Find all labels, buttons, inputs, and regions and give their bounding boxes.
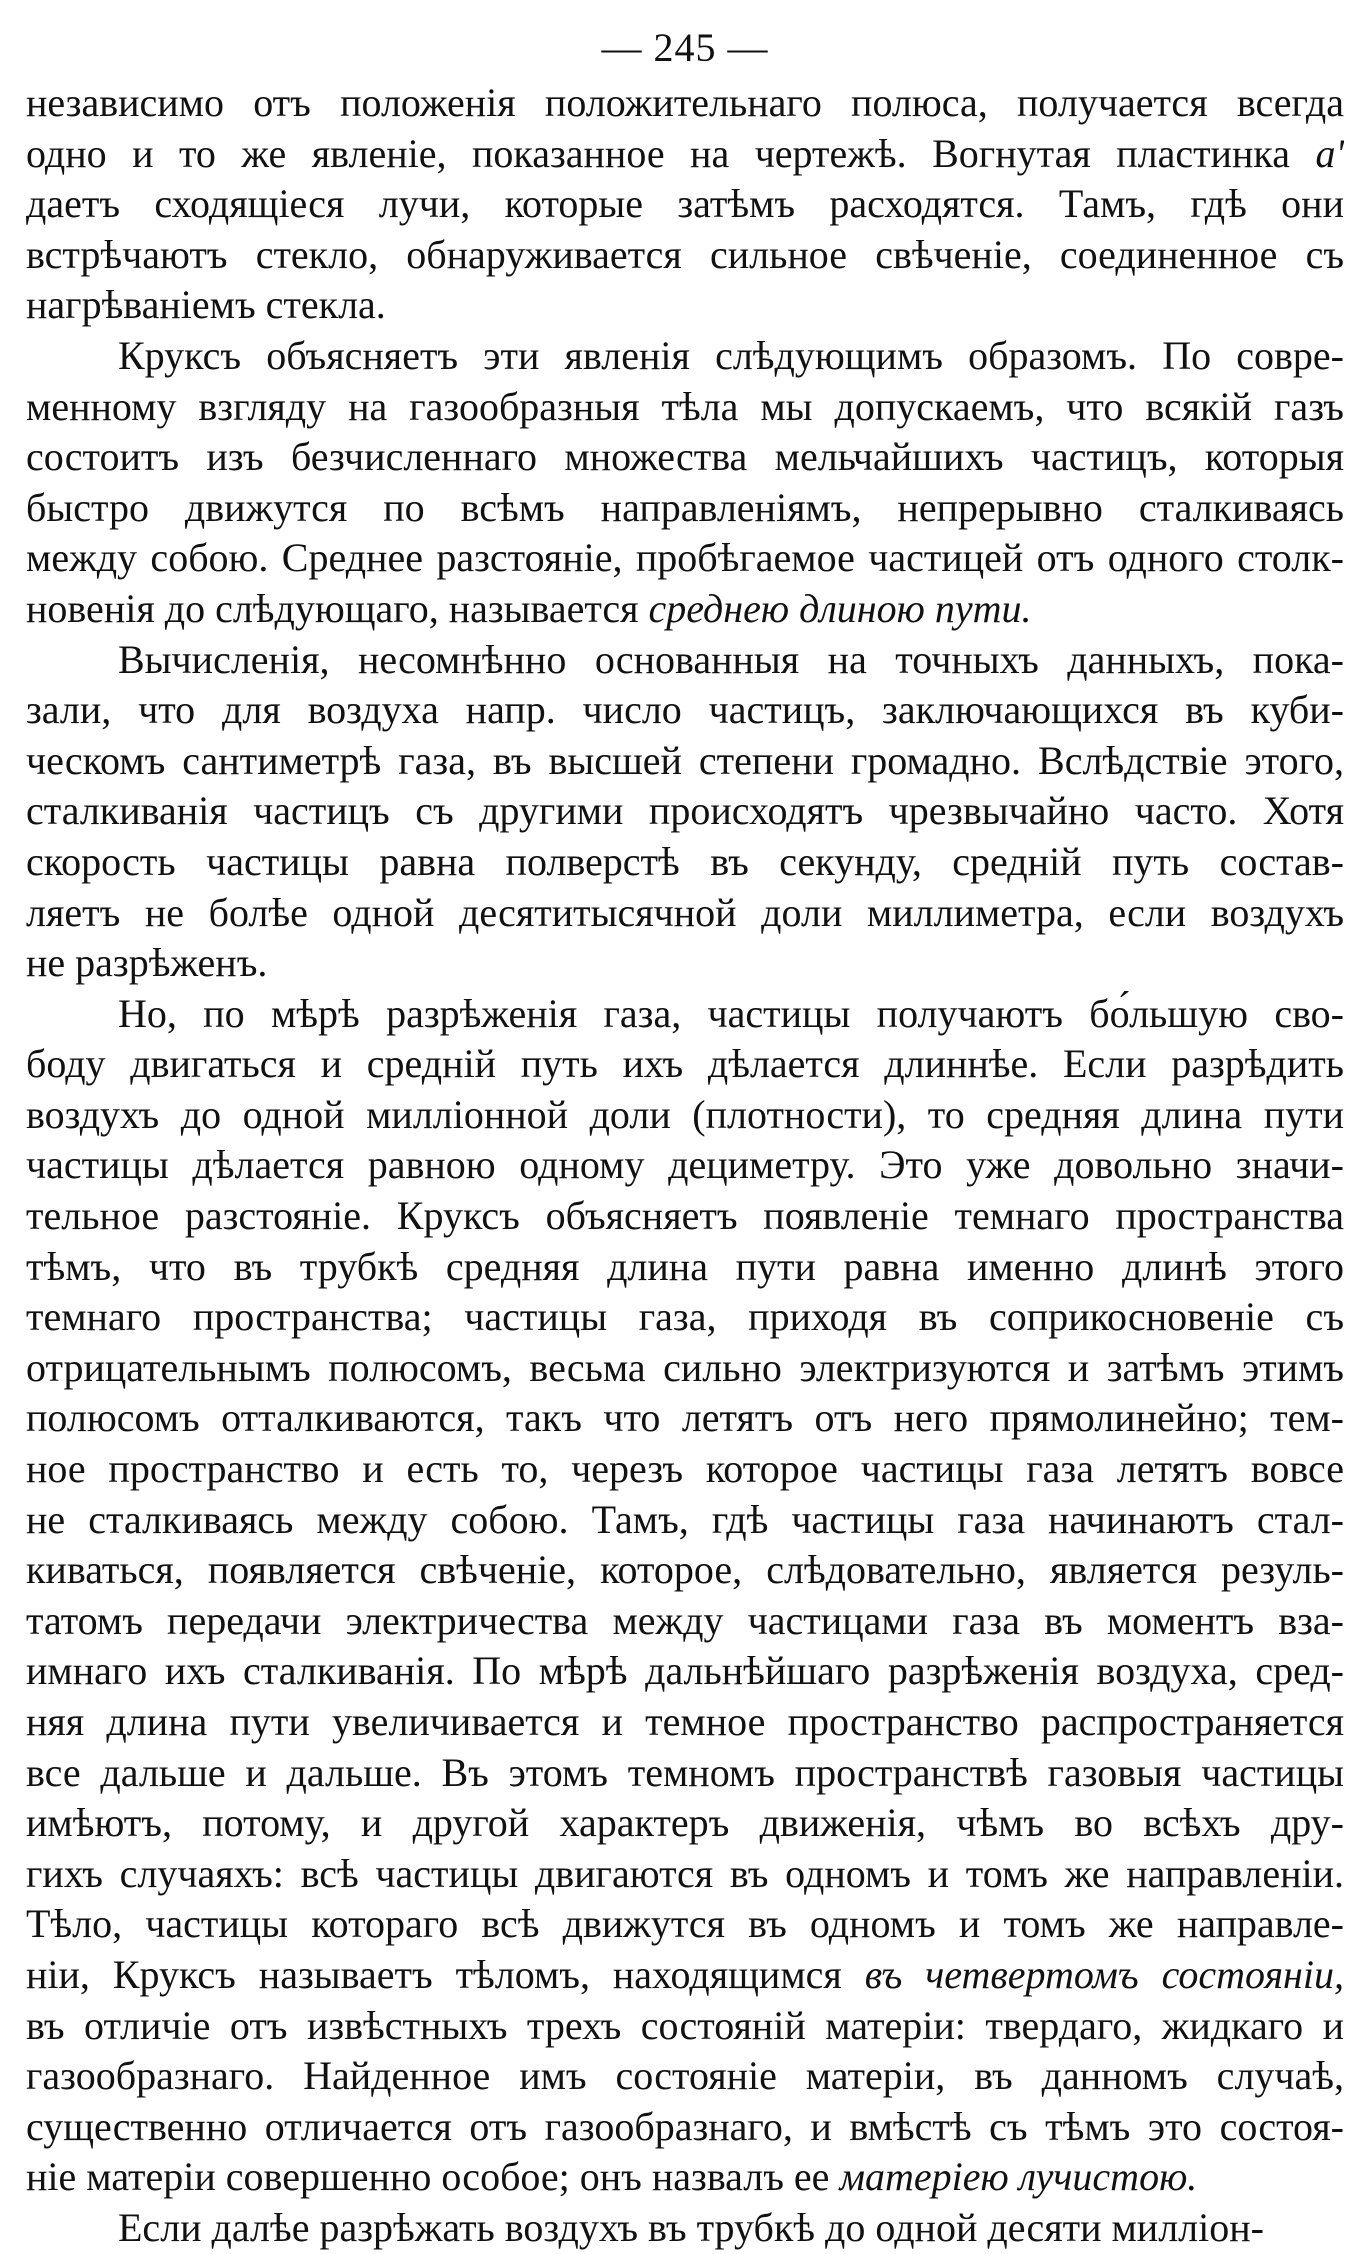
text-run: Тѣло, частицы котораго всѣ движутся въ одномъ и томъ же направле-	[26, 1901, 1344, 1947]
italic-run: въ четвертомъ состояніи,	[864, 1951, 1344, 1997]
italic-run: а'	[1315, 130, 1344, 176]
text-run: зали, что для воздуха напр. число частицъ, заключающихся въ куби-	[26, 687, 1344, 733]
text-run: скорость частицы равна полверстѣ въ секунду, средній путь состав-	[26, 838, 1344, 884]
text-line	[26, 584, 1344, 635]
text-line	[26, 1748, 1344, 1799]
text-run: независимо отъ положенія положительнаго полюса, получается всегда	[26, 80, 1344, 125]
text-run: въ отличіе отъ извѣстныхъ трехъ состояній матеріи: твердаго, жидкаго и	[26, 2002, 1344, 2048]
text-run: нагрѣваніемъ стекла.	[26, 282, 386, 328]
text-line	[26, 989, 1344, 1040]
paragraph	[26, 989, 1344, 2203]
text-line	[26, 2051, 1344, 2102]
text-line	[26, 129, 1344, 180]
body-text	[26, 78, 1344, 2254]
text-run: ніе матеріи совершенно особое; онъ назвалъ ее	[26, 2154, 840, 2200]
text-line	[26, 179, 1344, 230]
text-line	[26, 280, 1344, 331]
text-run: няя длина пути увеличивается и темное пространство распространяется	[26, 1699, 1344, 1744]
text-line	[26, 1444, 1344, 1495]
text-line	[26, 2203, 1344, 2254]
italic-run: матеріею лучистою.	[839, 2154, 1198, 2200]
text-run: состоитъ изъ безчисленнаго множества мельчайшихъ частицъ, которыя	[26, 434, 1344, 480]
text-line	[26, 382, 1344, 433]
text-line	[26, 1039, 1344, 1090]
text-run: полюсомъ отталкиваются, такъ что летятъ отъ него прямолинейно; тем-	[26, 1395, 1344, 1441]
text-line	[26, 1899, 1344, 1950]
text-run: тельное разстояніе. Круксъ объясняетъ появленіе темнаго пространства	[26, 1193, 1344, 1239]
text-line	[26, 1140, 1344, 1191]
text-run: воздухъ до одной милліонной доли (плотности), то средняя длина пути	[26, 1091, 1344, 1137]
text-line	[26, 685, 1344, 736]
text-run: менному взгляду на газообразныя тѣла мы допускаемъ, что всякій газъ	[26, 383, 1344, 429]
text-run: быстро движутся по всѣмъ направленіямъ, непрерывно сталкиваясь	[26, 484, 1344, 530]
text-line	[26, 635, 1344, 686]
text-line	[26, 837, 1344, 888]
text-line	[26, 1697, 1344, 1748]
text-line	[26, 1495, 1344, 1546]
italic-run: среднею длиною пути.	[648, 585, 1032, 631]
text-line	[26, 1242, 1344, 1293]
text-run: сталкиванія частицъ съ другими происходятъ чрезвычайно часто. Хотя	[26, 788, 1344, 834]
text-line	[26, 1191, 1344, 1242]
text-run: ческомъ сантиметрѣ газа, въ высшей степени громадно. Вслѣдствіе этого,	[26, 737, 1344, 783]
text-run: тѣмъ, что въ трубкѣ средняя длина пути равна именно длинѣ этого	[26, 1243, 1344, 1289]
text-run: темнаго пространства; частицы газа, приходя въ соприкосновеніе съ	[26, 1294, 1344, 1340]
text-run: новенія до слѣдующаго, называется	[26, 585, 649, 631]
text-line	[26, 1646, 1344, 1697]
text-run: имѣютъ, потому, и другой характеръ движенія, чѣмъ во всѣхъ дру-	[26, 1800, 1344, 1846]
text-run: ное пространство и есть то, черезъ которое частицы газа летятъ вовсе	[26, 1446, 1344, 1492]
text-run: Но, по мѣрѣ разрѣженія газа, частицы получаютъ бо́льшую сво-	[118, 990, 1344, 1036]
text-run: между собою. Среднее разстояніе, пробѣгаемое частицей отъ одного столк-	[26, 535, 1344, 581]
text-line	[26, 483, 1344, 534]
text-run: татомъ передачи электричества между частицами газа въ моментъ вза-	[26, 1597, 1344, 1643]
text-line	[26, 888, 1344, 939]
text-run: существенно отличается отъ газообразнаго, и вмѣстѣ съ тѣмъ это состоя-	[26, 2103, 1344, 2149]
text-line	[26, 230, 1344, 281]
text-line	[26, 1292, 1344, 1343]
paragraph	[26, 635, 1344, 989]
text-run: отрицательнымъ полюсомъ, весьма сильно электризуются и затѣмъ этимъ	[26, 1344, 1344, 1390]
text-run: имнаго ихъ сталкиванія. По мѣрѣ дальнѣйшаго разрѣженія воздуха, сред-	[26, 1648, 1344, 1694]
text-run: встрѣчаютъ стекло, обнаруживается сильное свѣченіе, соединенное съ	[26, 231, 1344, 277]
paragraph	[26, 2203, 1344, 2254]
text-run: гихъ случаяхъ: всѣ частицы двигаются въ одномъ и томъ же направленіи.	[26, 1850, 1344, 1896]
text-run: Круксъ объясняетъ эти явленія слѣдующимъ образомъ. По совре-	[118, 332, 1344, 378]
text-run: не разрѣженъ.	[26, 940, 268, 986]
text-line	[26, 1950, 1344, 2001]
text-run: частицы дѣлается равною одному дециметру. Это уже довольно значи-	[26, 1142, 1344, 1188]
text-line	[26, 1798, 1344, 1849]
text-line	[26, 786, 1344, 837]
text-line	[26, 1596, 1344, 1647]
text-line	[26, 331, 1344, 382]
text-run: киваться, появляется свѣченіе, которое, слѣдовательно, является резуль-	[26, 1547, 1344, 1593]
text-line	[26, 78, 1344, 129]
text-line	[26, 938, 1344, 989]
paragraph	[26, 78, 1344, 331]
text-line	[26, 1343, 1344, 1394]
text-line	[26, 736, 1344, 787]
text-run: все дальше и дальше. Въ этомъ темномъ пространствѣ газовыя частицы	[26, 1749, 1344, 1795]
text-run: одно и то же явленіе, показанное на чертежѣ. Вогнутая пластинка	[26, 130, 1316, 176]
text-line	[26, 1849, 1344, 1900]
paragraph	[26, 331, 1344, 635]
text-line	[26, 2001, 1344, 2052]
text-line	[26, 1393, 1344, 1444]
text-run: ляетъ не болѣе одной десятитысячной доли миллиметра, если воздухъ	[26, 889, 1344, 935]
text-run: Если далѣе разрѣжать воздухъ въ трубкѣ до одной десяти милліон-	[118, 2204, 1264, 2250]
text-line	[26, 1545, 1344, 1596]
page-number: — 245 —	[601, 25, 769, 70]
text-run: не сталкиваясь между собою. Тамъ, гдѣ частицы газа начинаютъ стал-	[26, 1496, 1344, 1542]
text-line	[26, 2102, 1344, 2153]
text-line	[26, 533, 1344, 584]
text-line	[26, 1090, 1344, 1141]
text-line	[26, 432, 1344, 483]
text-run: боду двигаться и средній путь ихъ дѣлается длиннѣе. Если разрѣдить	[26, 1041, 1344, 1087]
text-run: даетъ сходящіеся лучи, которые затѣмъ расходятся. Тамъ, гдѣ они	[26, 181, 1344, 227]
text-run: газообразнаго. Найденное имъ состояніе матеріи, въ данномъ случаѣ,	[26, 2053, 1344, 2099]
text-run: ніи, Круксъ называетъ тѣломъ, находящимся	[26, 1951, 865, 1997]
text-run: Вычисленія, несомнѣнно основанныя на точныхъ данныхъ, пока-	[118, 636, 1344, 682]
